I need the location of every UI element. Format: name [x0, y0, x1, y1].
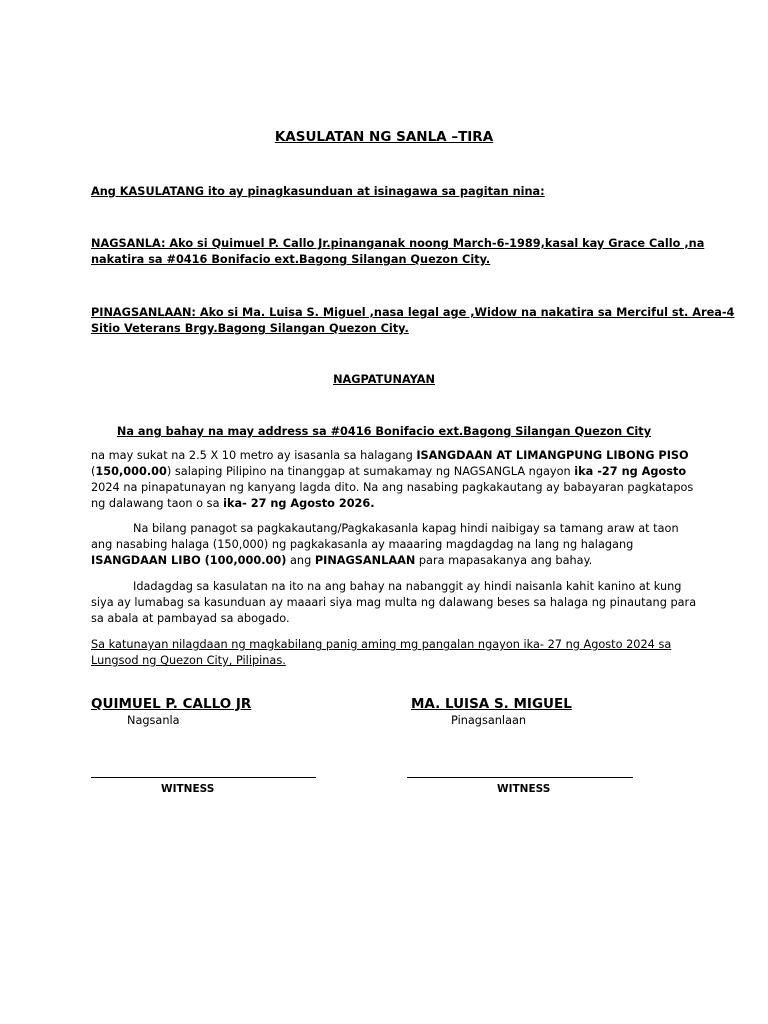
para1-line-3: 2024 na pinapatunayan ng kanyang lagda dito. Na ang nasabing pagkakautang ay babayaran pagkatapos: [91, 481, 694, 494]
para2-text: para mapasakanya ang bahay.: [415, 554, 593, 567]
signatory-left-name: QUIMUEL P. CALLO JR: [91, 696, 252, 712]
para3-line-1: Idadagdag sa kasulatan na ito na ang bahay na nabanggit ay hindi naisanla kahit kanino at kung: [133, 580, 682, 593]
para1-text: (: [91, 465, 96, 478]
section-heading: NAGPATUNAYAN: [333, 373, 435, 386]
signatory-left-role: Nagsanla: [127, 714, 180, 727]
date-bold: ika -27 ng Agosto: [574, 465, 687, 478]
witness-right-label: WITNESS: [497, 783, 551, 795]
document-title: KASULATAN NG SANLA –TIRA: [274, 129, 494, 145]
amount-figure: 150,000.00: [95, 465, 167, 478]
pinagsanlaan-line-2: Sitio Veterans Brgy.Bagong Silangan Quezon City.: [91, 322, 409, 335]
closing-line-2: Lungsod ng Quezon City, Pilipinas.: [91, 654, 286, 667]
witness-left-label: WITNESS: [161, 783, 215, 795]
para2-line-1: Na bilang panagot sa pagkakautang/Pagkakasanla kapag hindi naibigay sa tamang araw at taon: [133, 522, 679, 535]
signatory-right-role: Pinagsanlaan: [451, 714, 527, 727]
due-date: ika- 27 ng Agosto 2026.: [223, 497, 375, 510]
nagsanla-line-2: nakatira sa #0416 Bonifacio ext.Bagong Silangan Quezon City.: [91, 253, 491, 266]
closing-line-1: Sa katunayan nilagdaan ng magkabilang panig aming mg pangalan ngayon ika- 27 ng Agosto 2024 sa: [91, 638, 672, 651]
signatory-right-name: MA. LUISA S. MIGUEL: [411, 696, 572, 712]
pinagsanlaan-bold: PINAGSANLAAN: [314, 554, 416, 567]
amount-in-words: ISANGDAAN AT LIMANGPUNG LIBONG PISO: [416, 449, 689, 462]
witness-left-signature-line: [91, 777, 316, 778]
para1-line-2: [91, 464, 686, 480]
property-address-line: Na ang bahay na may address sa #0416 Bonifacio ext.Bagong Silangan Quezon City: [116, 425, 652, 438]
para2-line-3: [91, 553, 592, 569]
intro-line: Ang KASULATANG ito ay pinagkasunduan at isinagawa sa pagitan nina:: [91, 185, 545, 198]
para1-line-1: [91, 448, 689, 464]
pinagsanlaan-line-1: PINAGSANLAAN: Ako si Ma. Luisa S. Miguel ,nasa legal age ,Widow na nakatira sa Merciful st. Area-4: [91, 306, 735, 319]
para3-line-2: siya ay lumabag sa kasunduan ay maaari siya mag multa ng dalawang beses sa halaga ng pinautang para: [91, 596, 697, 609]
nagsanla-line-1: NAGSANLA: Ako si Quimuel P. Callo Jr.pinanganak noong March-6-1989,kasal kay Grace Callo ,na: [91, 237, 705, 250]
penalty-amount: ISANGDAAN LIBO (100,000.00): [91, 554, 287, 567]
para3-line-3: sa abala at pambayad sa abogado.: [91, 612, 290, 625]
para1-text: na may sukat na 2.5 X 10 metro ay isasanla sa halagang: [91, 449, 417, 462]
para2-text: ang: [286, 554, 315, 567]
para1-line-4: [91, 496, 375, 512]
witness-right-signature-line: [407, 777, 633, 778]
para2-line-2: ang nasabing halaga (150,000) ng pagkakasanla ay maaaring magdagdag na lang ng halagang: [91, 538, 634, 551]
para1-text: ng dalawang taon o sa: [91, 497, 224, 510]
para1-text: ) salaping Pilipino na tinanggap at sumakamay ng NAGSANGLA ngayon: [166, 465, 575, 478]
